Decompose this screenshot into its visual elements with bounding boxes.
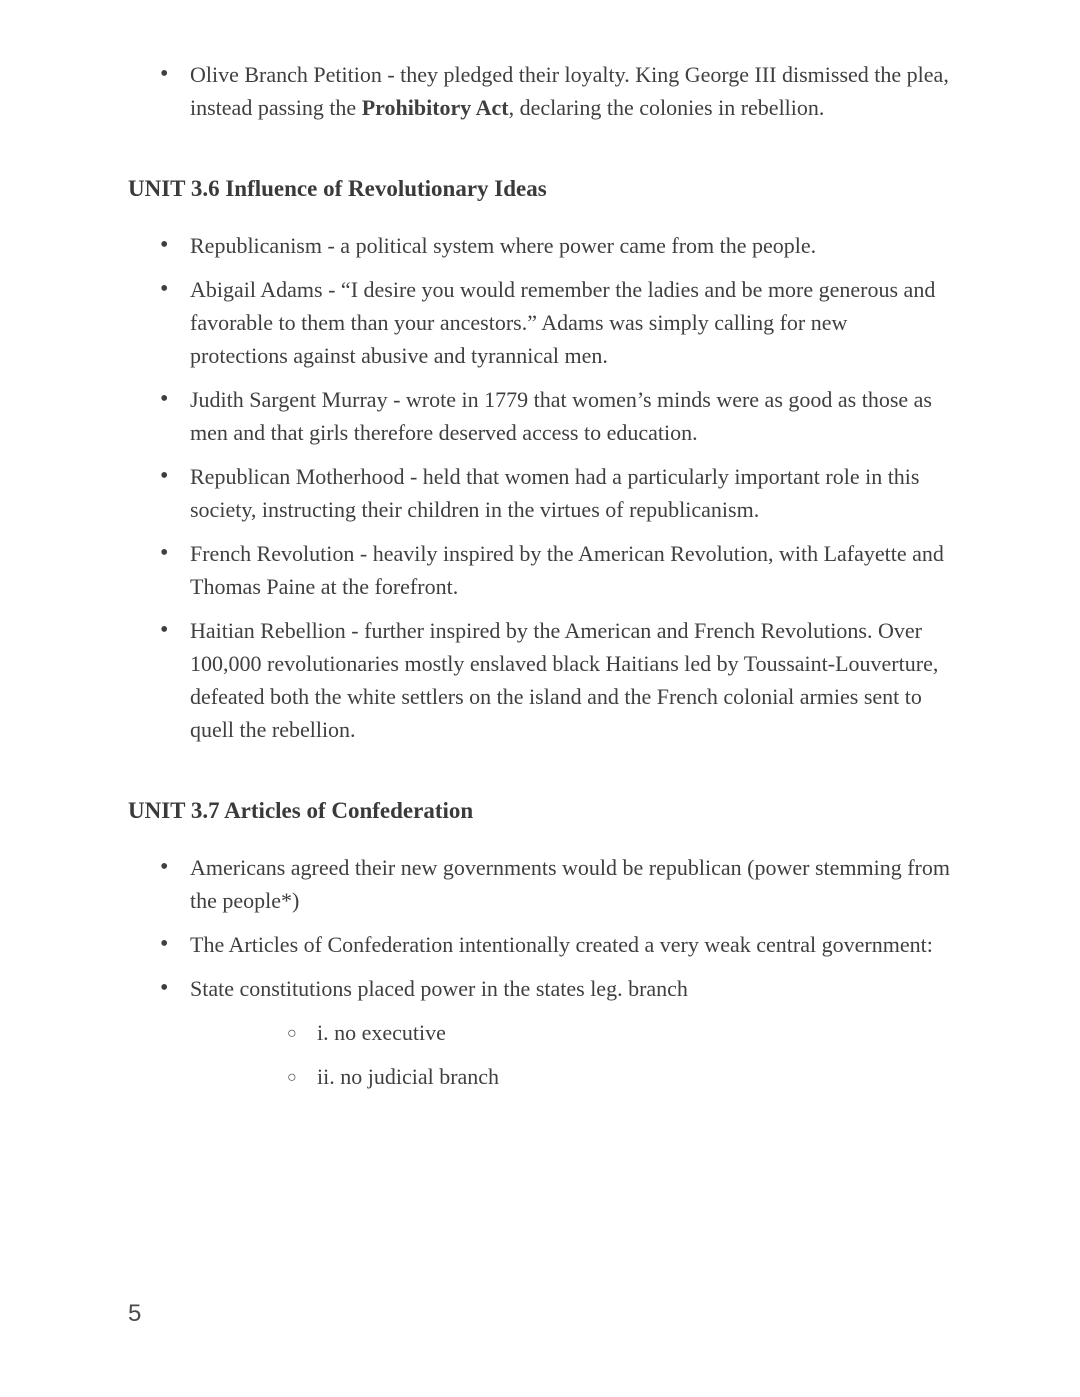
document-content bbox=[128, 58, 950, 1104]
bullet-text: Judith Sargent Murray - wrote in 1779 that women’s minds were as good as those as men and that girls therefore deserved access to education. bbox=[190, 387, 932, 445]
list-item bbox=[128, 537, 950, 603]
bullet-text: The Articles of Confederation intentionally created a very weak central government: bbox=[190, 932, 933, 957]
section-heading-unit-3-7: UNIT 3.7 Articles of Confederation bbox=[128, 798, 474, 823]
sub-bullet-list bbox=[190, 1016, 950, 1093]
section-heading-unit-3-6: UNIT 3.6 Influence of Revolutionary Ideas bbox=[128, 176, 547, 201]
page-number: 5 bbox=[128, 1300, 142, 1327]
list-item bbox=[128, 460, 950, 526]
sub-list-item bbox=[190, 1016, 950, 1049]
bullet-text: Republicanism - a political system where power came from the people. bbox=[190, 233, 817, 258]
bullet-text: Olive Branch Petition - they pledged their loyalty. King George III dismissed the plea, instead passing the Prohibitory Act, declaring the colonies in rebellion. bbox=[190, 62, 949, 120]
bullet-text: Republican Motherhood - held that women had a particularly important role in this society, instructing their children in the virtues of republicanism. bbox=[190, 464, 920, 522]
bullet-text: Americans agreed their new governments would be republican (power stemming from the people*) bbox=[190, 855, 950, 913]
list-item bbox=[128, 58, 950, 124]
list-item bbox=[128, 273, 950, 372]
list-item bbox=[128, 614, 950, 746]
sub-bullet-text: ii. no judicial branch bbox=[317, 1064, 500, 1089]
list-item bbox=[128, 928, 950, 961]
sub-list-item bbox=[190, 1060, 950, 1093]
bullet-text: Haitian Rebellion - further inspired by the American and French Revolutions. Over 100,000 revolutionaries mostly enslaved black Haitians led by Toussaint-Louverture, defeated both the white settlers on the island and the French colonial armies sent to quell the rebellion. bbox=[190, 618, 939, 742]
unit-3-7-bullet-list bbox=[128, 851, 950, 1093]
sub-bullet-text: i. no executive bbox=[317, 1020, 446, 1045]
bullet-text: Abigail Adams - “I desire you would remember the ladies and be more generous and favorable to them than your ancestors.” Adams was simply calling for new protections against abusive and tyrannical men. bbox=[190, 277, 936, 368]
bullet-text: French Revolution - heavily inspired by the American Revolution, with Lafayette and Thomas Paine at the forefront. bbox=[190, 541, 944, 599]
list-item bbox=[128, 972, 950, 1093]
list-item bbox=[128, 383, 950, 449]
list-item bbox=[128, 851, 950, 917]
bullet-text: State constitutions placed power in the states leg. branch bbox=[190, 976, 688, 1001]
intro-bullet-list bbox=[128, 58, 950, 124]
unit-3-6-bullet-list bbox=[128, 229, 950, 746]
list-item bbox=[128, 229, 950, 262]
